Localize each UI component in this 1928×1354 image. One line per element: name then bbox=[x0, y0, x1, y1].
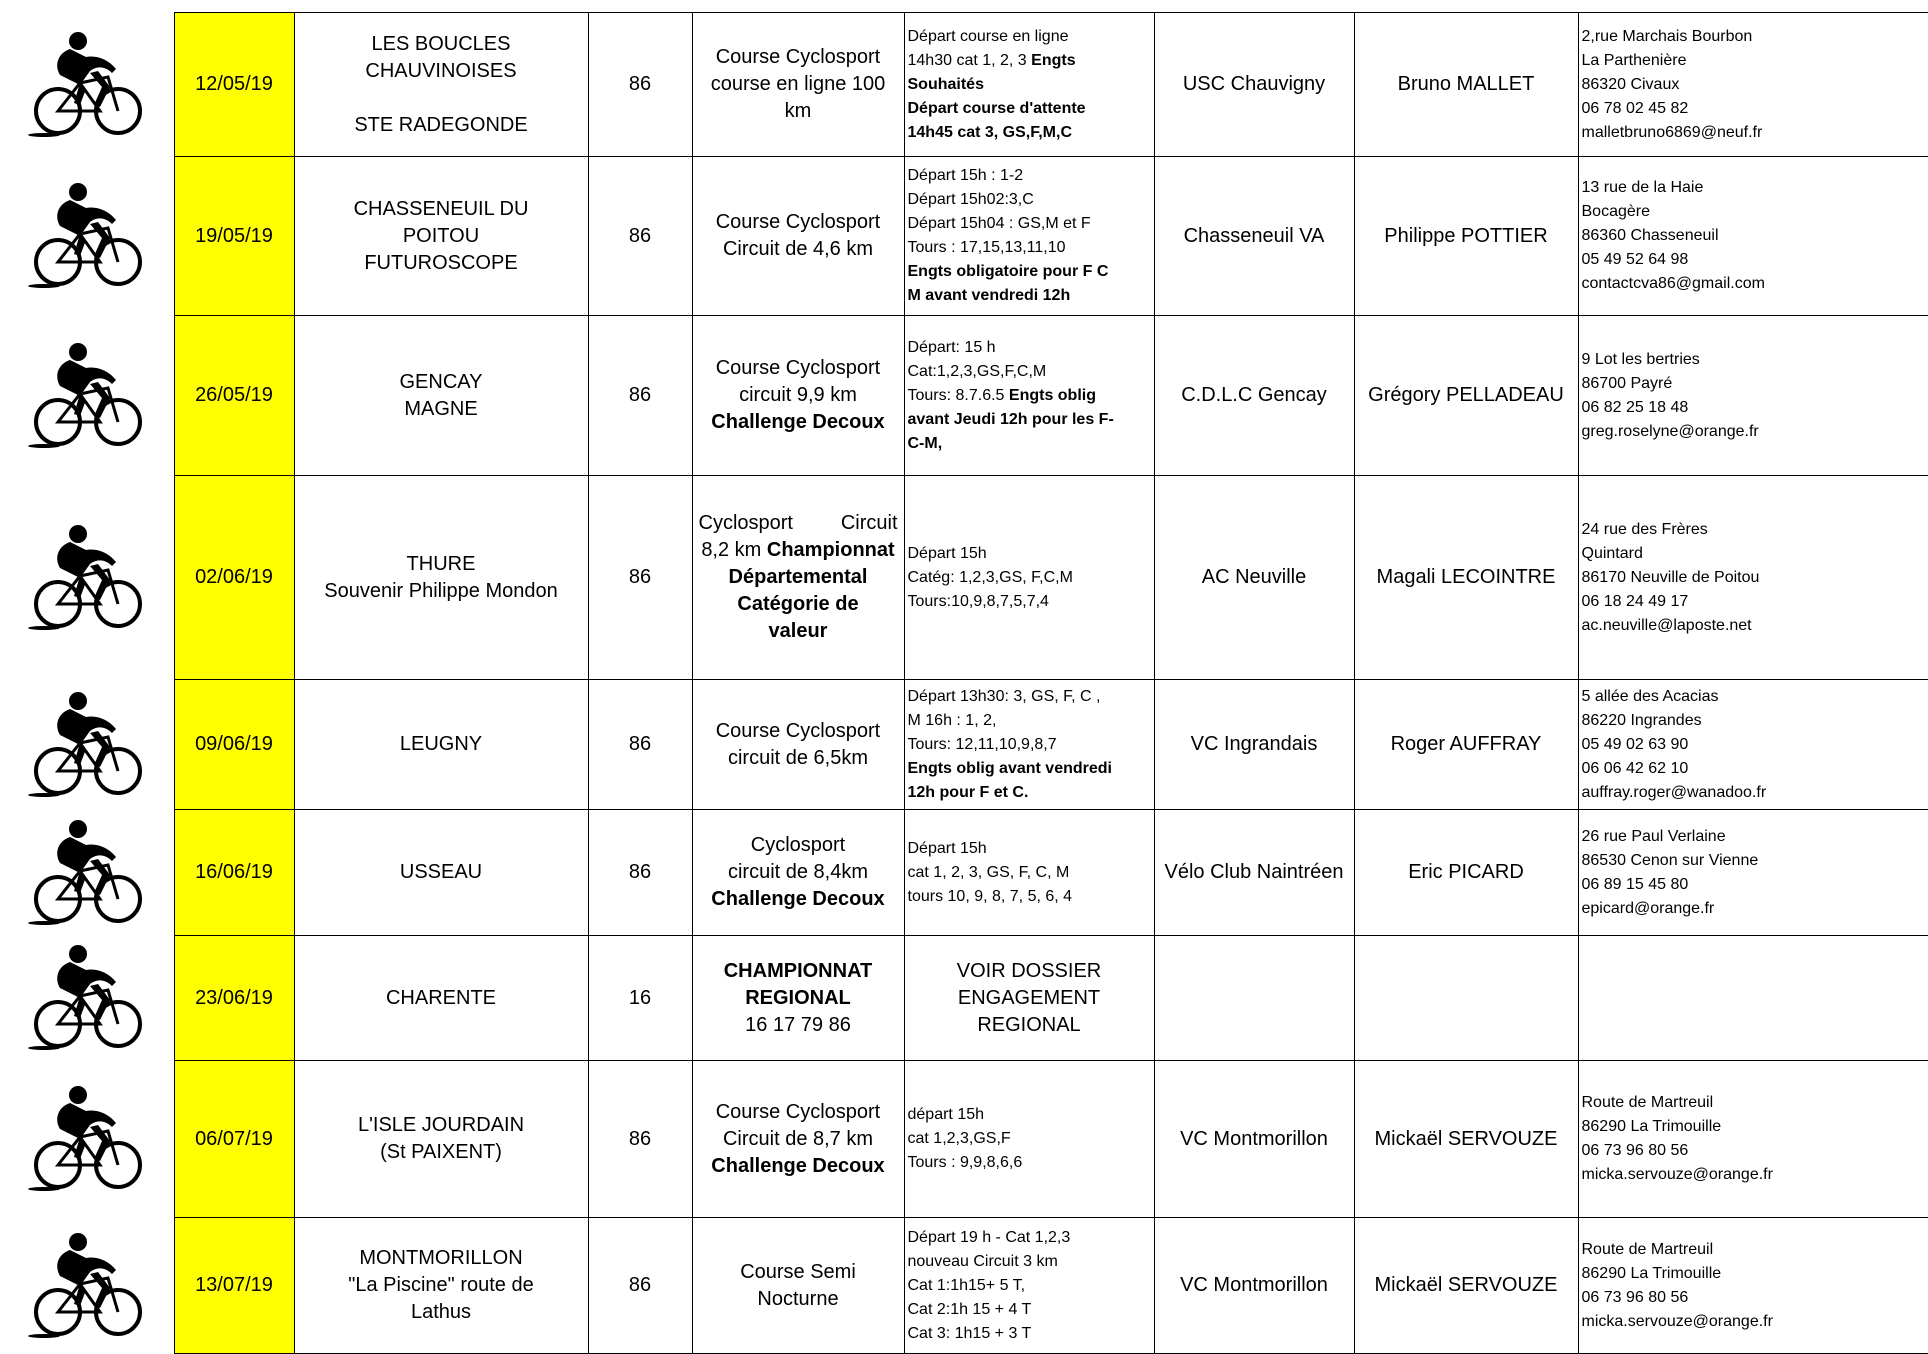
table-row bbox=[0, 1061, 1928, 1218]
cyclist-icon-cell bbox=[0, 680, 174, 810]
details-line: Départ 15h : 1-2 bbox=[907, 167, 1024, 184]
address-line: greg.roselyne@orange.fr bbox=[1581, 422, 1759, 440]
details-line: Catég: 1,2,3,GS, F,C,M bbox=[907, 568, 1073, 586]
details-line: Départ 19 h - Cat 1,2,3 bbox=[907, 1228, 1071, 1246]
department-number: 86 bbox=[588, 316, 692, 476]
details-line: ENGAGEMENT bbox=[957, 986, 1101, 1009]
table-row bbox=[0, 316, 1928, 476]
race-type-line: Challenge Decoux bbox=[711, 1154, 885, 1177]
race-type-line: circuit 9,9 km bbox=[739, 384, 857, 406]
address-line: 86320 Civaux bbox=[1581, 75, 1680, 93]
race-type bbox=[692, 680, 904, 810]
race-type-line: CHAMPIONNAT bbox=[723, 959, 873, 982]
location-line: Lathus bbox=[410, 1301, 472, 1323]
organizer-name: Bruno MALLET bbox=[1354, 13, 1578, 157]
location-line: FUTUROSCOPE bbox=[364, 251, 518, 274]
location-line: LES BOUCLES bbox=[371, 32, 511, 55]
address-line: contactcva86@gmail.com bbox=[1581, 275, 1765, 292]
race-calendar-table bbox=[0, 12, 1928, 1354]
organizer-address bbox=[1578, 1218, 1928, 1354]
location-line: THURE bbox=[406, 552, 476, 575]
race-details bbox=[904, 157, 1154, 316]
cyclist-icon-cell bbox=[0, 157, 174, 316]
location-line: CHARENTE bbox=[385, 986, 496, 1009]
department-number: 86 bbox=[588, 13, 692, 157]
address-line: 06 82 25 18 48 bbox=[1581, 398, 1689, 416]
details-line: Souhaités bbox=[907, 75, 984, 93]
address-line: 06 18 24 49 17 bbox=[1581, 592, 1689, 610]
table-row bbox=[0, 1218, 1928, 1354]
details-line: VOIR DOSSIER bbox=[956, 959, 1102, 982]
department-number: 16 bbox=[588, 936, 692, 1061]
race-details bbox=[904, 13, 1154, 157]
cyclist-icon-cell bbox=[0, 316, 174, 476]
race-type-line: Course Cyclosport bbox=[715, 211, 881, 233]
race-details bbox=[904, 936, 1154, 1061]
race-location bbox=[294, 936, 588, 1061]
details-line: Départ course d'attente bbox=[907, 99, 1086, 117]
location-line: USSEAU bbox=[399, 861, 483, 883]
race-location bbox=[294, 157, 588, 316]
details-line: Tours:10,9,8,7,5,7,4 bbox=[907, 592, 1049, 610]
race-type-line: circuit de 8,4km bbox=[727, 861, 869, 883]
race-type-line: Circuit de 4,6 km bbox=[722, 238, 874, 260]
address-line: 2,rue Marchais Bourbon bbox=[1581, 27, 1753, 45]
race-date: 16/06/19 bbox=[174, 810, 294, 936]
details-line: cat 1,2,3,GS,F bbox=[907, 1130, 1011, 1147]
details-line: Cat 3: 1h15 + 3 T bbox=[907, 1324, 1032, 1342]
details-line bbox=[908, 384, 1151, 408]
department-number: 86 bbox=[588, 680, 692, 810]
race-type-line: circuit de 6,5km bbox=[727, 746, 869, 769]
details-line: Tours : 17,15,13,11,10 bbox=[907, 239, 1066, 256]
cyclist-icon bbox=[0, 691, 174, 799]
organizer-name: Magali LECOINTRE bbox=[1354, 476, 1578, 680]
race-rows bbox=[0, 13, 1928, 1354]
details-line: Cat 1:1h15+ 5 T, bbox=[907, 1276, 1026, 1294]
cyclist-icon bbox=[0, 1232, 174, 1340]
address-line: 5 allée des Acacias bbox=[1581, 687, 1719, 705]
organizer-address bbox=[1578, 680, 1928, 810]
address-line: auffray.roger@wanadoo.fr bbox=[1581, 783, 1767, 801]
club-name: VC Ingrandais bbox=[1154, 680, 1354, 810]
race-location bbox=[294, 13, 588, 157]
race-date: 02/06/19 bbox=[174, 476, 294, 680]
race-type-line: Course Cyclosport bbox=[715, 1100, 881, 1123]
race-location bbox=[294, 1218, 588, 1354]
address-line: ac.neuville@laposte.net bbox=[1581, 616, 1752, 634]
race-date: 26/05/19 bbox=[174, 316, 294, 476]
club-name: VC Montmorillon bbox=[1154, 1061, 1354, 1218]
address-line: 9 Lot les bertries bbox=[1581, 350, 1700, 368]
details-line: Cat:1,2,3,GS,F,C,M bbox=[907, 362, 1047, 380]
race-type bbox=[692, 810, 904, 936]
address-line: Quintard bbox=[1581, 544, 1643, 562]
cyclist-icon-cell bbox=[0, 810, 174, 936]
address-line: micka.servouze@orange.fr bbox=[1581, 1312, 1773, 1330]
address-line: Bocagère bbox=[1581, 203, 1650, 220]
details-line: Cat 2:1h 15 + 4 T bbox=[907, 1300, 1032, 1318]
race-type-line: Catégorie de bbox=[737, 593, 859, 615]
address-line: 06 73 96 80 56 bbox=[1581, 1142, 1689, 1159]
race-type bbox=[692, 316, 904, 476]
club-name: Vélo Club Naintréen bbox=[1154, 810, 1354, 936]
race-type-line: valeur bbox=[768, 620, 828, 642]
table-row bbox=[0, 936, 1928, 1061]
cyclist-icon-cell bbox=[0, 476, 174, 680]
race-type bbox=[692, 157, 904, 316]
race-type bbox=[692, 1061, 904, 1218]
address-line: 05 49 02 63 90 bbox=[1581, 735, 1689, 753]
address-line: epicard@orange.fr bbox=[1581, 899, 1715, 917]
address-line: 06 78 02 45 82 bbox=[1581, 99, 1689, 117]
race-type-line: Cyclosport Circuit bbox=[698, 512, 898, 534]
race-location bbox=[294, 810, 588, 936]
organizer-address bbox=[1578, 13, 1928, 157]
spacer bbox=[303, 85, 580, 112]
organizer-address bbox=[1578, 936, 1928, 1061]
race-details bbox=[904, 1061, 1154, 1218]
race-date: 23/06/19 bbox=[174, 936, 294, 1061]
table-row bbox=[0, 13, 1928, 157]
club-name: AC Neuville bbox=[1154, 476, 1354, 680]
race-type-text: 8,2 km bbox=[701, 539, 767, 561]
details-bold: Engts oblig bbox=[1008, 386, 1096, 404]
details-line: Départ 13h30: 3, GS, F, C , bbox=[907, 687, 1101, 705]
race-type-line: Challenge Decoux bbox=[711, 411, 885, 433]
details-line: Engts oblig avant vendredi bbox=[907, 759, 1112, 777]
details-line bbox=[908, 49, 1151, 73]
organizer-name: Philippe POTTIER bbox=[1354, 157, 1578, 316]
race-location bbox=[294, 316, 588, 476]
race-type-line: Course Cyclosport bbox=[715, 719, 881, 742]
details-bold: Engts bbox=[1031, 51, 1076, 69]
details-line: 12h pour F et C. bbox=[907, 783, 1029, 801]
details-line: Départ 15h bbox=[907, 839, 987, 857]
cyclist-icon bbox=[0, 944, 174, 1052]
organizer-name: Grégory PELLADEAU bbox=[1354, 316, 1578, 476]
details-line: REGIONAL bbox=[977, 1013, 1081, 1036]
address-line: 86530 Cenon sur Vienne bbox=[1581, 851, 1759, 869]
address-line: 06 73 96 80 56 bbox=[1581, 1288, 1689, 1306]
address-line: micka.servouze@orange.fr bbox=[1581, 1166, 1773, 1183]
club-name bbox=[1154, 936, 1354, 1061]
details-line: Départ course en ligne bbox=[907, 27, 1069, 45]
race-type-line: REGIONAL bbox=[745, 986, 851, 1009]
address-line: malletbruno6869@neuf.fr bbox=[1581, 123, 1763, 141]
cyclist-icon-cell bbox=[0, 1218, 174, 1354]
details-line: Départ: 15 h bbox=[907, 338, 996, 356]
details-line: cat 1, 2, 3, GS, F, C, M bbox=[907, 863, 1070, 881]
details-text: Tours: 8.7.6.5 bbox=[907, 386, 1009, 404]
cyclist-icon bbox=[0, 819, 174, 927]
cyclist-icon bbox=[0, 524, 174, 632]
details-line: Départ 15h02:3,C bbox=[907, 191, 1034, 208]
details-line: tours 10, 9, 8, 7, 5, 6, 4 bbox=[907, 887, 1073, 905]
race-details bbox=[904, 1218, 1154, 1354]
details-line: avant Jeudi 12h pour les F- bbox=[907, 410, 1114, 428]
location-line: MAGNE bbox=[404, 397, 478, 420]
race-type-line: course en ligne 100 bbox=[710, 73, 886, 95]
address-line: 26 rue Paul Verlaine bbox=[1581, 827, 1726, 845]
table-row bbox=[0, 157, 1928, 316]
cyclist-icon bbox=[0, 342, 174, 450]
race-type-line: Course Cyclosport bbox=[715, 357, 881, 379]
cyclist-icon bbox=[0, 31, 174, 139]
table-row bbox=[0, 476, 1928, 680]
details-text: 14h30 cat 1, 2, 3 bbox=[907, 51, 1032, 69]
location-line: MONTMORILLON bbox=[359, 1247, 523, 1269]
location-line: L'ISLE JOURDAIN bbox=[357, 1114, 525, 1136]
cyclist-icon bbox=[0, 182, 174, 290]
address-line: 86290 La Trimouille bbox=[1581, 1118, 1722, 1135]
details-line: C-M, bbox=[907, 434, 943, 452]
race-type-line: Challenge Decoux bbox=[711, 888, 885, 910]
organizer-address bbox=[1578, 810, 1928, 936]
race-type bbox=[692, 13, 904, 157]
location-line: "La Piscine" route de bbox=[348, 1274, 534, 1296]
club-name: C.D.L.C Gencay bbox=[1154, 316, 1354, 476]
location-line: LEUGNY bbox=[399, 733, 483, 755]
club-name: Chasseneuil VA bbox=[1154, 157, 1354, 316]
race-type-line: Cyclosport bbox=[750, 834, 846, 856]
details-line: nouveau Circuit 3 km bbox=[907, 1252, 1058, 1270]
race-location bbox=[294, 1061, 588, 1218]
race-type-bold: Championnat bbox=[766, 539, 895, 561]
race-type-line: Départemental bbox=[728, 566, 868, 588]
organizer-address bbox=[1578, 157, 1928, 316]
club-name: VC Montmorillon bbox=[1154, 1218, 1354, 1354]
cyclist-icon-cell bbox=[0, 13, 174, 157]
race-details bbox=[904, 476, 1154, 680]
address-line: La Parthenière bbox=[1581, 51, 1687, 69]
organizer-name: Mickaël SERVOUZE bbox=[1354, 1061, 1578, 1218]
race-date: 12/05/19 bbox=[174, 13, 294, 157]
race-type-line: Nocturne bbox=[757, 1287, 839, 1310]
address-line: 86290 La Trimouille bbox=[1581, 1264, 1722, 1282]
department-number: 86 bbox=[588, 476, 692, 680]
department-number: 86 bbox=[588, 1218, 692, 1354]
location-line: CHAUVINOISES bbox=[365, 59, 517, 82]
organizer-name bbox=[1354, 936, 1578, 1061]
race-location bbox=[294, 680, 588, 810]
race-date: 13/07/19 bbox=[174, 1218, 294, 1354]
organizer-name: Mickaël SERVOUZE bbox=[1354, 1218, 1578, 1354]
address-line: 86170 Neuville de Poitou bbox=[1581, 568, 1760, 586]
organizer-name: Roger AUFFRAY bbox=[1354, 680, 1578, 810]
details-line: Départ 15h04 : GS,M et F bbox=[907, 215, 1091, 232]
details-line: 14h45 cat 3, GS,F,M,C bbox=[907, 123, 1073, 141]
race-details bbox=[904, 680, 1154, 810]
address-line: 06 06 42 62 10 bbox=[1581, 759, 1689, 777]
department-number: 86 bbox=[588, 810, 692, 936]
race-type-line: Course Cyclosport bbox=[715, 46, 881, 68]
club-name: USC Chauvigny bbox=[1154, 13, 1354, 157]
race-type bbox=[692, 936, 904, 1061]
location-line: Souvenir Philippe Mondon bbox=[324, 579, 558, 602]
location-line: POITOU bbox=[402, 224, 480, 247]
organizer-address bbox=[1578, 1061, 1928, 1218]
details-line: Tours: 12,11,10,9,8,7 bbox=[907, 735, 1057, 753]
organizer-address bbox=[1578, 476, 1928, 680]
cyclist-icon-cell bbox=[0, 936, 174, 1061]
details-line: M 16h : 1, 2, bbox=[907, 711, 997, 729]
details-line: Engts obligatoire pour F C bbox=[907, 263, 1109, 280]
race-type-line bbox=[699, 537, 898, 564]
details-line: M avant vendredi 12h bbox=[907, 287, 1071, 304]
address-line: 13 rue de la Haie bbox=[1581, 179, 1704, 196]
race-type-line: km bbox=[784, 100, 812, 122]
department-number: 86 bbox=[588, 157, 692, 316]
address-line: 86700 Payré bbox=[1581, 374, 1673, 392]
department-number: 86 bbox=[588, 1061, 692, 1218]
race-type-line: Course Semi bbox=[740, 1260, 856, 1283]
race-type bbox=[692, 1218, 904, 1354]
details-line: Tours : 9,9,8,6,6 bbox=[907, 1154, 1023, 1171]
race-date: 06/07/19 bbox=[174, 1061, 294, 1218]
location-line: (St PAIXENT) bbox=[380, 1141, 502, 1163]
address-line: Route de Martreuil bbox=[1581, 1094, 1714, 1111]
table-row bbox=[0, 810, 1928, 936]
address-line: 24 rue des Frères bbox=[1581, 520, 1708, 538]
location-line: STE RADEGONDE bbox=[354, 113, 528, 136]
address-line: 05 49 52 64 98 bbox=[1581, 251, 1689, 268]
address-line: 86220 Ingrandes bbox=[1581, 711, 1702, 729]
location-line: CHASSENEUIL DU bbox=[353, 197, 529, 220]
race-type-line: 16 17 79 86 bbox=[745, 1013, 851, 1036]
race-date: 09/06/19 bbox=[174, 680, 294, 810]
race-date: 19/05/19 bbox=[174, 157, 294, 316]
address-line: 86360 Chasseneuil bbox=[1581, 227, 1719, 244]
details-line: Départ 15h bbox=[907, 544, 987, 562]
location-line: GENCAY bbox=[399, 370, 483, 393]
table-row bbox=[0, 680, 1928, 810]
cyclist-icon bbox=[0, 1085, 174, 1193]
address-line: 06 89 15 45 80 bbox=[1581, 875, 1689, 893]
address-line: Route de Martreuil bbox=[1581, 1240, 1714, 1258]
organizer-name: Eric PICARD bbox=[1354, 810, 1578, 936]
race-details bbox=[904, 316, 1154, 476]
race-details bbox=[904, 810, 1154, 936]
organizer-address bbox=[1578, 316, 1928, 476]
race-type bbox=[692, 476, 904, 680]
details-line: départ 15h bbox=[907, 1106, 985, 1123]
cyclist-icon-cell bbox=[0, 1061, 174, 1218]
race-type-line: Circuit de 8,7 km bbox=[722, 1127, 874, 1150]
race-location bbox=[294, 476, 588, 680]
